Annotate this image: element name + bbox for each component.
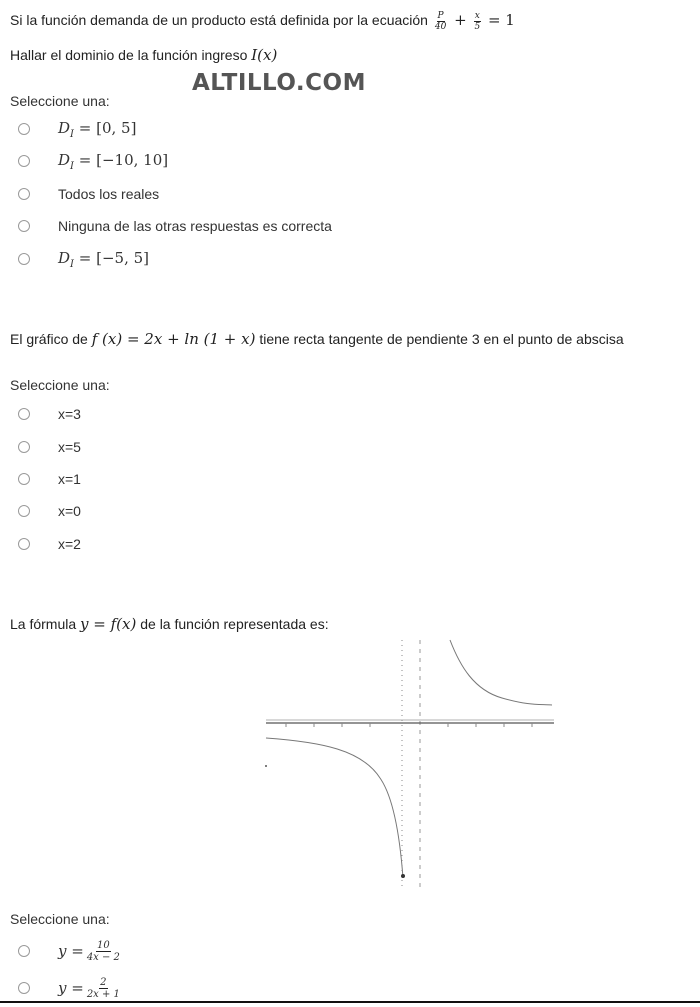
q1-option-4-radio[interactable] <box>18 220 30 232</box>
q1-option-4[interactable] <box>18 215 332 237</box>
q1-select-label: Seleccione una: <box>10 93 110 109</box>
q2-option-4-radio[interactable] <box>18 505 30 517</box>
q2-option-2[interactable] <box>18 436 81 458</box>
q2-math: f (x) = 2x + ln (1 + x) <box>91 330 256 348</box>
q1-frac-x <box>473 11 481 32</box>
q3-option-1-frac: $\frac{10}{4x - 2}$ <box>86 939 120 963</box>
q3-option-2[interactable] <box>18 975 120 1001</box>
q1-option-1-radio[interactable] <box>18 123 30 135</box>
q1-option-1[interactable] <box>18 118 137 140</box>
q1-option-2[interactable] <box>18 150 169 172</box>
q1-option-5-label: $D_I = [-5$, 5] <box>58 248 149 270</box>
q2-prefix: El gráfico de <box>10 331 88 347</box>
q1-line2-math: I(x) <box>251 46 278 64</box>
stray-dot <box>265 765 267 767</box>
q1-option-5[interactable] <box>18 248 149 270</box>
q2-option-3[interactable] <box>18 468 81 490</box>
q1-option-1-label: $D_I = [0$, 5] <box>58 118 137 140</box>
q3-suffix: de la función representada es: <box>140 616 329 632</box>
function-graph <box>262 638 558 890</box>
q3-option-1[interactable] <box>18 938 120 964</box>
q2-option-5-radio[interactable] <box>18 538 30 550</box>
curve-right-branch <box>450 640 552 705</box>
q1-frac-x-num: x <box>474 10 480 21</box>
q1-statement-line1 <box>10 10 515 32</box>
q2-option-1-label: x=3 <box>58 406 81 422</box>
q2-select-label: Seleccione una: <box>10 377 110 393</box>
q1-frac-x-den: 5 <box>474 21 481 32</box>
page-bottom-border <box>0 1001 700 1003</box>
q2-option-2-label: x=5 <box>58 439 81 455</box>
q3-math: y = f(x) <box>80 615 137 633</box>
curve-end-point <box>401 874 405 878</box>
q1-option-3-label: Todos los reales <box>58 186 160 202</box>
q2-option-2-radio[interactable] <box>18 441 30 453</box>
q2-option-4-label: x=0 <box>58 503 81 519</box>
q2-option-3-label: x=1 <box>58 471 81 487</box>
q3-option-2-frac: $\frac{2}{2x + 1}$ <box>86 976 120 1000</box>
q3-option-1-label: y = $\frac{10}{4x - 2}$ <box>58 939 120 963</box>
watermark: ALTILLO.COM <box>192 70 366 96</box>
q3-statement <box>10 614 329 634</box>
q1-eq-equals: = 1 <box>487 11 515 29</box>
q2-option-5[interactable] <box>18 533 81 555</box>
q1-option-2-radio[interactable] <box>18 155 30 167</box>
curve-left-branch <box>266 738 403 878</box>
q1-option-3[interactable] <box>18 183 160 205</box>
q2-statement <box>10 329 624 349</box>
q2-option-3-radio[interactable] <box>18 473 30 485</box>
q2-option-4[interactable] <box>18 500 81 522</box>
q3-option-2-label: y = $\frac{2}{2x + 1}$ <box>58 976 120 1000</box>
q2-suffix: tiene recta tangente de pendiente 3 en el punto de abscisa <box>259 331 624 347</box>
q1-option-5-radio[interactable] <box>18 253 30 265</box>
q3-select-label: Seleccione una: <box>10 911 110 927</box>
q3-prefix: La fórmula <box>10 616 77 632</box>
q1-option-2-label: $D_I = [-10$, 10] <box>58 150 169 172</box>
q2-option-5-label: x=2 <box>58 536 81 552</box>
q1-eq-plus: + <box>454 11 467 29</box>
q1-option-3-radio[interactable] <box>18 188 30 200</box>
q2-option-1[interactable] <box>18 403 81 425</box>
q1-statement-line2 <box>10 45 277 65</box>
q1-frac-p <box>434 11 447 32</box>
q1-equation <box>432 10 515 32</box>
q3-option-1-radio[interactable] <box>18 945 30 957</box>
q1-line2-text: Hallar el dominio de la función ingreso <box>10 47 248 63</box>
q1-frac-p-den: 40 <box>434 21 447 32</box>
q1-frac-p-num: P <box>437 10 444 21</box>
q3-option-2-radio[interactable] <box>18 982 30 994</box>
q1-option-4-label: Ninguna de las otras respuestas es correcta <box>58 218 332 234</box>
q2-option-1-radio[interactable] <box>18 408 30 420</box>
q1-line1-text: Si la función demanda de un producto está definida por la ecuación <box>10 12 428 28</box>
